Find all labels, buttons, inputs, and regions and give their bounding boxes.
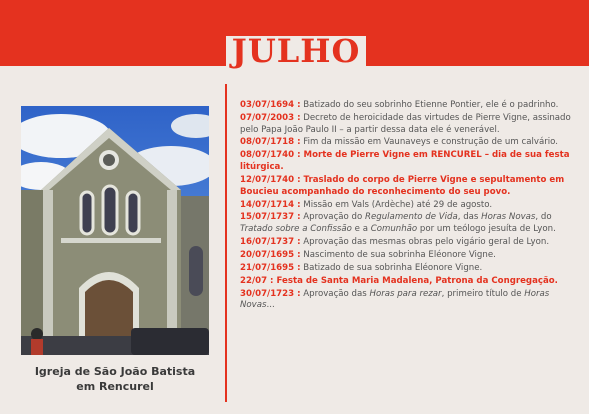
entry-text: ... (266, 300, 275, 311)
entry-text: , do (535, 212, 552, 223)
entry-date: 08/07/1740 : (240, 150, 301, 161)
timeline-entry (240, 250, 585, 262)
entry-text: Aprovação das mesmas obras pelo vigário geral de Lyon. (300, 237, 550, 248)
entry-text: Aprovação do (300, 212, 365, 223)
entry-work-title: Horas Novas (240, 288, 550, 311)
timeline-entry (240, 137, 585, 149)
entry-text: e a (351, 224, 371, 235)
entry-date: 12/07/1740 : (240, 174, 301, 185)
church-photo (21, 106, 209, 355)
entry-date: 07/07/2003 : (240, 112, 301, 123)
photo-caption (14, 364, 216, 394)
timeline-entry (240, 113, 585, 136)
entry-highlight-text: Traslado do corpo de Pierre Vigne e sepultamento em Boucieu acompanhado do reconhecimento do seu povo. (240, 174, 565, 197)
entry-highlight-text: Morte de Pierre Vigne em RENCUREL – dia de sua festa litúrgica. (240, 150, 570, 173)
timeline-entry (240, 289, 585, 312)
entry-text: , primeiro título de (441, 288, 525, 299)
entry-text: por um teólogo jesuíta de Lyon. (417, 224, 556, 235)
caption-line-1: Igreja de São João Batista (34, 365, 196, 378)
caption-line-2: em Rencurel (76, 380, 154, 393)
timeline-entry (240, 237, 585, 249)
entry-work-title: Tratado sobre a Confissão (240, 224, 352, 235)
page-title: JULHO (231, 32, 361, 70)
entry-text: Aprovação das (300, 288, 370, 299)
timeline-list (240, 100, 585, 313)
entry-text: Fim da missão em Vaunaveys e construção de um calvário. (300, 137, 558, 148)
timeline-entry (240, 150, 585, 173)
entry-highlight-text: Festa de Santa Maria Madalena, Patrona da Congregação. (273, 275, 558, 286)
entry-date: 22/07 : (240, 275, 274, 286)
entry-text: Nascimento de sua sobrinha Eléonore Vigne. (300, 249, 496, 260)
entry-work-title: Regulamento de Vida (365, 212, 458, 223)
timeline-entry (240, 263, 585, 275)
entry-date: 15/07/1737 : (240, 212, 301, 223)
entry-work-title: Comunhão (370, 224, 418, 235)
timeline-entry (240, 100, 585, 112)
entry-date: 20/07/1695 : (240, 249, 301, 260)
entry-text: Decreto de heroicidade das virtudes de Pierre Vigne, assinado pelo Papa João Paulo II – a partir dessa data ele é venerável. (240, 112, 571, 135)
entry-work-title: Horas Novas (481, 212, 536, 223)
entry-date: 03/07/1694 : (240, 100, 301, 110)
entry-date: 30/07/1723 : (240, 288, 301, 299)
entry-text: , das (457, 212, 482, 223)
entry-date: 08/07/1718 : (240, 137, 301, 148)
entry-date: 21/07/1695 : (240, 262, 301, 273)
timeline-divider (225, 84, 227, 402)
entry-text: Batizado do seu sobrinho Etienne Pontier, ele é o padrinho. (300, 100, 559, 110)
timeline-entry (240, 175, 585, 198)
entry-date: 16/07/1737 : (240, 237, 301, 248)
entry-text: Missão em Vals (Ardèche) até 29 de agosto. (300, 199, 493, 210)
timeline-entry (240, 276, 585, 288)
timeline-entry (240, 200, 585, 212)
entry-text: Batizado de sua sobrinha Eléonore Vigne. (300, 262, 483, 273)
timeline-entry (240, 212, 585, 235)
entry-work-title: Horas para rezar (369, 288, 442, 299)
entry-date: 14/07/1714 : (240, 199, 301, 210)
